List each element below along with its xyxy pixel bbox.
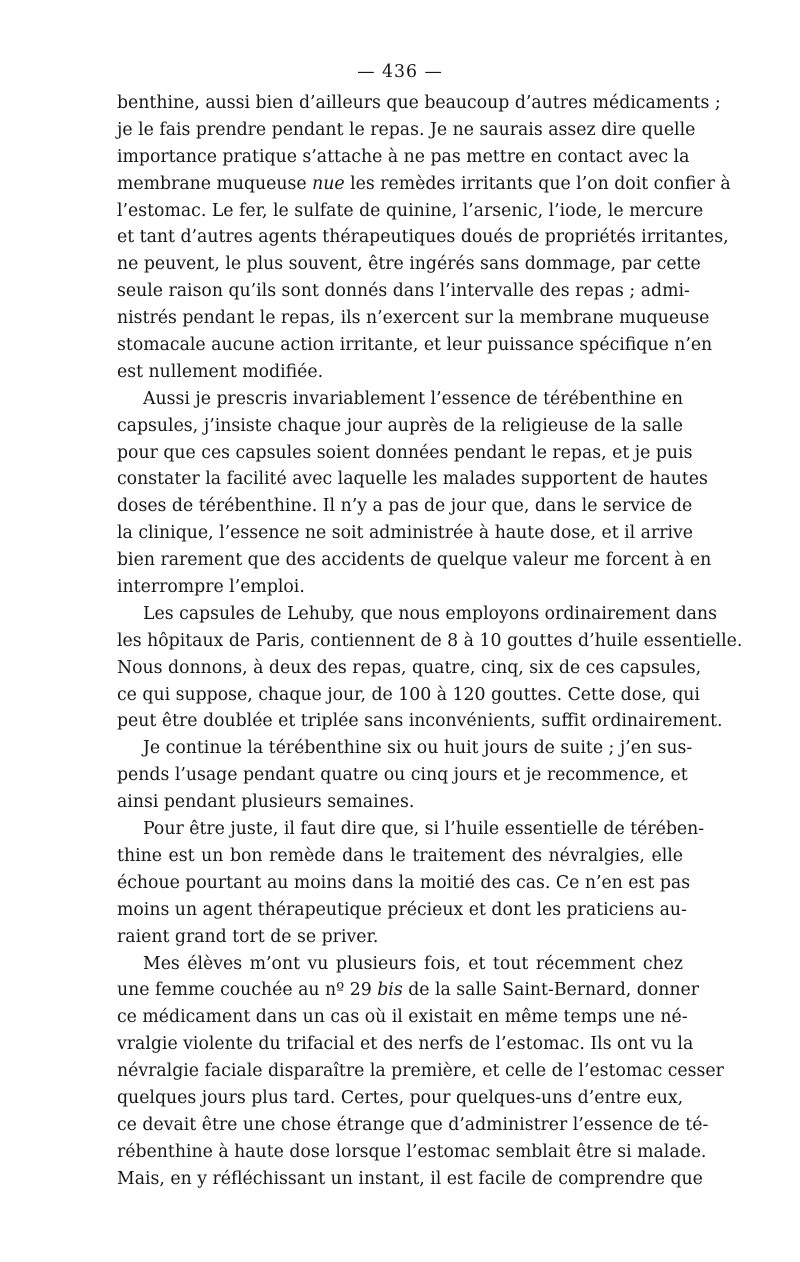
text-line: pour que ces capsules soient données pendant le repas, et je puis [117,442,693,463]
text-line: seule raison qu’ils sont donnés dans l’intervalle des repas ; admi- [117,281,690,302]
text-line: quelques jours plus tard. Certes, pour quelques-uns d’entre eux, [117,1087,684,1108]
text-line: ainsi pendant plusieurs semaines. [117,792,415,813]
text-line: nistrés pendant le repas, ils n’exercent sur la membrane muqueuse [117,308,710,329]
text-line: importance pratique s’attache à ne pas mettre en contact avec la [117,146,690,167]
text-line: échoue pourtant au moins dans la moitié des cas. Ce n’en est pas [117,872,691,893]
paragraph [117,90,731,386]
text-line: rébenthine à haute dose lorsque l’estomac semblait être si malade. [117,1141,707,1162]
text-line: ce médicament dans un cas où il existait en même temps une né- [117,1007,688,1028]
text-line: doses de térébenthine. Il n’y a pas de jour que, dans le service de [117,496,693,517]
text-line: les hôpitaux de Paris, contiennent de 8 à 10 gouttes d’huile essentielle. [117,630,743,651]
paragraph [117,601,743,735]
text-line: et tant d’autres agents thérapeutiques doués de propriétés irritantes, [117,227,729,248]
text-line: est nullement modifiée. [117,361,324,382]
text-line: névralgie faciale disparaître la première, et celle de l’estomac cesser [117,1061,724,1082]
text-line: ce qui suppose, chaque jour, de 100 à 120 gouttes. Cette dose, qui [117,684,700,705]
text-line: je le fais prendre pendant le repas. Je ne saurais assez dire quelle [117,119,696,140]
text-line: Mes élèves m’ont vu plusieurs fois, et tout récemment chez [143,953,683,974]
page-number: — 436 — [357,62,443,82]
text-line: Mais, en y réfléchissant un instant, il est facile de comprendre que [117,1168,703,1189]
text-line: Nous donnons, à deux des repas, quatre, cinq, six de ces capsules, [117,657,702,678]
text-line: stomacale aucune action irritante, et leur puissance spécifique n’en [117,335,713,356]
paragraph [117,735,693,816]
text-line: benthine, aussi bien d’ailleurs que beaucoup d’autres médicaments ; [117,93,721,113]
text-line: thine est un bon remède dans le traitement des névralgies, elle [117,845,683,866]
paragraph [117,951,724,1193]
text-line: Aussi je prescris invariablement l’essence de térébenthine en [143,388,683,409]
text-line: l’estomac. Le fer, le sulfate de quinine, l’arsenic, l’iode, le mercure [117,200,704,221]
paragraph [117,816,705,950]
italic-text: nue [312,173,345,194]
text-line: ce devait être une chose étrange que d’administrer l’essence de té- [117,1114,709,1135]
text-line: membrane muqueuse nue les remèdes irritants que l’on doit confier à [117,173,731,194]
text-line: peut être doublée et triplée sans inconvénients, suffit ordinairement. [117,711,723,732]
text-line: moins un agent thérapeutique précieux et dont les praticiens au- [117,899,687,920]
text-line: constater la facilité avec laquelle les malades supportent de hautes [117,469,708,490]
text-line: vralgie violente du trifacial et des nerfs de l’estomac. Ils ont vu la [117,1034,694,1055]
body-text [117,90,743,1193]
text-line: la clinique, l’essence ne soit administrée à haute dose, et il arrive [117,523,694,544]
text-line: Pour être juste, il faut dire que, si l’huile essentielle de térében- [143,819,705,840]
text-line: Les capsules de Lehuby, que nous employons ordinairement dans [143,603,717,624]
text-line: Je continue la térébenthine six ou huit jours de suite ; j’en sus- [143,738,693,759]
paragraph [117,386,712,601]
text-line: bien rarement que des accidents de quelque valeur me forcent à en [117,550,712,571]
text-line: raient grand tort de se priver. [117,926,379,947]
text-line: capsules, j’insiste chaque jour auprès de la religieuse de la salle [117,415,683,436]
text-line: ne peuvent, le plus souvent, être ingérés sans dommage, par cette [117,254,701,275]
text-line: interrompre l’emploi. [117,577,305,598]
page-text-block [117,54,743,1193]
text-line: pends l’usage pendant quatre ou cinq jours et je recommence, et [117,765,688,786]
italic-text: bis [377,980,403,1001]
text-line: une femme couchée au nº 29 bis de la salle Saint-Bernard, donner [117,980,699,1001]
